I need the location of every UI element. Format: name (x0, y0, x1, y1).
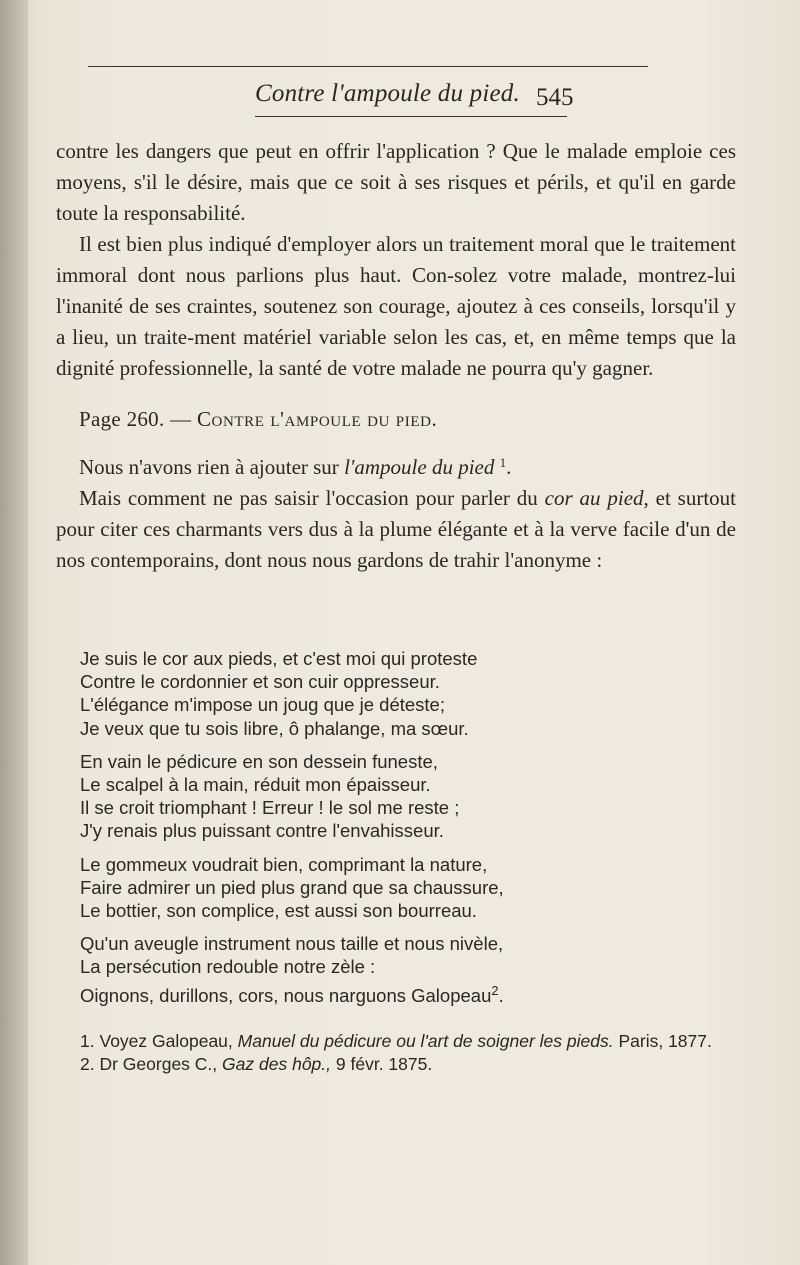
page-number: 545 (536, 84, 574, 111)
footnote-1-imprint: Paris, 1877. (618, 1031, 712, 1051)
verse-line: Le scalpel à la main, réduit mon épaisseur. (80, 774, 431, 796)
section-paragraph-c: , et surtout pour citer ces charmants vers dus à la plume élégante et à la verve facile d'un de nos contemporains, dont nous nous gardons de trahir l'anonyme : (56, 486, 737, 572)
verse-line: La persécution redouble notre zèle : (80, 956, 376, 978)
verse-line: Il se croit triomphant ! Erreur ! le sol me reste ; (80, 797, 460, 819)
verse-line: Qu'un aveugle instrument nous taille et nous nivèle, (80, 933, 504, 955)
running-head-title: Contre l'ampoule du pied. (255, 80, 520, 107)
sonnet (80, 647, 700, 1017)
verse-line-last: Oignons, durillons, cors, nous narguons Galopeau$^2$. (80, 982, 504, 1006)
footnote-1-author: Voyez Galopeau, (99, 1031, 233, 1051)
footnote-2 (56, 1054, 736, 1075)
verse-line: En vain le pédicure en son dessein funeste, (80, 750, 438, 772)
paragraph-moral-treatment: Il est bien plus indiqué d'employer alors un traitement moral que le traitement immoral dont nous parlions plus haut. Con-solez votre malade, montrez-lui l'inanité de ses craintes, soutenez son courage, ajoutez à ces conseils, lorsqu'il y a lieu, un traite-ment matériel variable selon les cas, et, en même temps que la dignité professionnelle, la santé de votre malade ne pourra qu'y gagner. (56, 232, 736, 380)
footnotes (56, 1031, 736, 1075)
page-gutter-shadow (0, 0, 28, 1265)
verse-line: Le gommeux voudrait bien, comprimant la nature, (80, 853, 488, 875)
verse-line: Faire admirer un pied plus grand que sa chaussure, (80, 876, 504, 898)
verse-line: Contre le cordonnier et son cuir oppresseur. (80, 671, 440, 693)
paragraph-continued: contre les dangers que peut en offrir l'application ? Que le malade emploie ces moyens, s'il le désire, mais que ce soit à ses risques et périls, et qu'il en garde toute la responsabilité. (56, 139, 736, 225)
footnote-2-journal: Gaz des hôp., (222, 1054, 332, 1074)
section-intro (56, 447, 736, 483)
section-heading-title: Contre l'ampoule du pied. (196, 407, 438, 431)
footnote-2-date: 9 févr. 1875. (335, 1054, 433, 1074)
section-paragraph (56, 483, 736, 576)
verse-line: J'y renais plus puissant contre l'envahisseur. (80, 820, 444, 842)
verse-text: Oignons, durillons, cors, nous narguons Galopeau (80, 984, 492, 1006)
section-intro-end: . (506, 455, 512, 479)
header-underline (255, 116, 567, 117)
stanza-2 (80, 750, 700, 843)
stanza-4 (80, 932, 700, 1007)
verse-line: Le bottier, son complice, est aussi son bourreau. (80, 900, 477, 922)
header-rule (88, 66, 648, 67)
section-intro-start: Nous n'avons rien à ajouter sur (79, 455, 339, 479)
verse-line: Je veux que tu sois libre, ô phalange, ma sœur. (80, 717, 469, 739)
footnote-ref-2: 2 (491, 982, 499, 998)
stanza-3 (80, 853, 700, 923)
footnote-1-number: 1. (80, 1031, 95, 1051)
verse-line: Je suis le cor aux pieds, et c'est moi qui proteste (80, 648, 478, 669)
footnote-1-title: Manuel du pédicure ou l'art de soigner les pieds. (237, 1031, 614, 1051)
section-intro-italic: l'ampoule du pied (344, 455, 495, 479)
stanza-1 (80, 647, 700, 740)
section-paragraph-a: Mais comment ne pas saisir l'occasion pour parler du (79, 486, 538, 510)
verse-line: L'élégance m'impose un joug que je déteste; (80, 694, 445, 716)
section-paragraph-italic: cor au pied (544, 486, 644, 510)
section-heading-prefix: Page 260. — (79, 407, 192, 431)
footnote-2-author: Dr Georges C., (99, 1054, 218, 1074)
footnote-ref-1: 1 (499, 455, 507, 470)
footnote-1 (56, 1031, 736, 1052)
section-heading (56, 404, 736, 435)
body-text (56, 136, 736, 576)
footnote-2-number: 2. (80, 1054, 95, 1074)
